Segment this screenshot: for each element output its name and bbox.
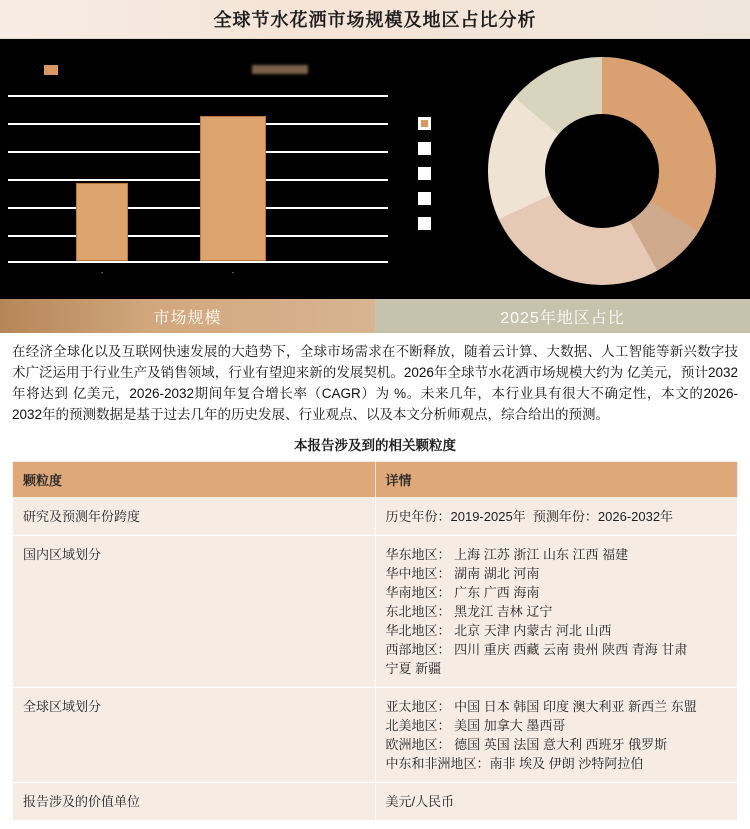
tab-market-size[interactable] xyxy=(0,299,375,333)
detail-line: 东北地区： 黑龙江 吉林 辽宁 xyxy=(385,604,553,619)
table-row xyxy=(13,536,738,688)
charts-band xyxy=(0,39,750,299)
donut-legend-row xyxy=(418,117,452,130)
donut-legend-row xyxy=(418,192,452,205)
granularity-section-title: 本报告涉及到的相关颗粒度 xyxy=(294,438,456,453)
detail-line: 亚太地区： 中国 日本 韩国 印度 澳大利亚 新西兰 东盟 xyxy=(385,699,697,714)
bar-2025 xyxy=(76,183,128,261)
gridline xyxy=(8,207,388,209)
donut-legend-row xyxy=(418,167,452,180)
row-key-domestic-regions: 国内区域划分 xyxy=(13,536,376,688)
detail-line: 华中地区： 湖南 湖北 河南 xyxy=(385,566,540,581)
table-header-detail: 详情 xyxy=(375,462,738,498)
legend-swatch-icon xyxy=(418,117,431,130)
gridline xyxy=(8,235,388,237)
row-detail-value-unit xyxy=(375,783,738,821)
row-key-value-unit: 报告涉及的价值单位 xyxy=(13,783,376,821)
donut-chart-legend xyxy=(418,117,452,242)
page-title: 全球节水花洒市场规模及地区占比分析 xyxy=(213,10,537,30)
row-detail-year-span xyxy=(375,498,738,536)
table-header-row xyxy=(13,462,738,498)
table-header-granularity: 颗粒度 xyxy=(13,462,376,498)
row-key-global-regions: 全球区域划分 xyxy=(13,688,376,783)
x-axis xyxy=(8,261,388,263)
donut-graphic xyxy=(488,57,716,285)
legend-swatch-icon xyxy=(418,217,431,230)
gridline xyxy=(8,95,388,97)
detail-line: 宁夏 新疆 xyxy=(385,661,442,676)
gridline xyxy=(8,179,388,181)
detail-line: 美元/人民币 xyxy=(385,794,455,809)
donut-legend-row xyxy=(418,217,452,230)
granularity-table xyxy=(12,461,738,821)
detail-line: 华北地区： 北京 天津 内蒙古 河北 山西 xyxy=(385,623,612,638)
legend-swatch-icon xyxy=(418,167,431,180)
legend-label-blurred xyxy=(252,65,308,74)
table-row xyxy=(13,688,738,783)
tab-region-share-2025-label: 2025年地区占比 xyxy=(500,309,625,327)
section-tabs xyxy=(0,299,750,333)
bar-chart-legend xyxy=(0,61,410,83)
donut-legend-row xyxy=(418,142,452,155)
bar-chart xyxy=(0,39,410,299)
detail-line: 欧洲地区： 德国 英国 法国 意大利 西班牙 俄罗斯 xyxy=(385,737,668,752)
table-row xyxy=(13,783,738,821)
xtick-label: - xyxy=(100,268,104,277)
legend-item-2 xyxy=(252,65,308,74)
legend-swatch-icon xyxy=(418,142,431,155)
detail-line: 华南地区： 广东 广西 海南 xyxy=(385,585,540,600)
row-detail-global-regions xyxy=(375,688,738,783)
detail-line: 历史年份：2019-2025年 预测年份：2026-2032年 xyxy=(385,509,674,524)
detail-line: 中东和非洲地区：南非 埃及 伊朗 沙特阿拉伯 xyxy=(385,756,644,771)
overview-section xyxy=(0,333,750,454)
legend-swatch-icon xyxy=(418,192,431,205)
legend-swatch-icon xyxy=(44,65,58,75)
row-detail-domestic-regions xyxy=(375,536,738,688)
bar-2032 xyxy=(200,116,266,261)
detail-line: 北美地区： 美国 加拿大 墨西哥 xyxy=(385,718,566,733)
tab-market-size-label: 市场规模 xyxy=(153,309,222,327)
gridline xyxy=(8,123,388,125)
legend-item-1 xyxy=(44,65,58,75)
donut-hole xyxy=(545,114,659,228)
bar-plot-area xyxy=(8,95,388,277)
xtick-label: - xyxy=(231,268,235,277)
table-row xyxy=(13,498,738,536)
detail-line: 华东地区： 上海 江苏 浙江 山东 江西 福建 xyxy=(385,547,629,562)
page-title-bar xyxy=(0,0,750,39)
donut-chart xyxy=(410,39,750,299)
gridline xyxy=(8,151,388,153)
row-key-year-span: 研究及预测年份跨度 xyxy=(13,498,376,536)
overview-paragraph: 在经济全球化以及互联网快速发展的大趋势下，全球市场需求在不断释放，随着云计算、大数据、人工智能等新兴数字技术广泛运用于行业生产及销售领域，行业有望迎来新的发展契机。2026年全球节水花洒市场规模大约为 亿美元，预计2032年将达到 亿美元，2026-2032期间年复合增长率（CAGR）为 %。未来几年，本行业具有很大不确定性，本文的2026-2032年的预测数据是基于过去几年的历史发展、行业观点、以及本文分析师观点，综合给出的预测。 xyxy=(12,344,738,422)
detail-line: 西部地区： 四川 重庆 西藏 云南 贵州 陕西 青海 甘肃 xyxy=(385,642,688,657)
tab-region-share-2025[interactable] xyxy=(375,299,750,333)
